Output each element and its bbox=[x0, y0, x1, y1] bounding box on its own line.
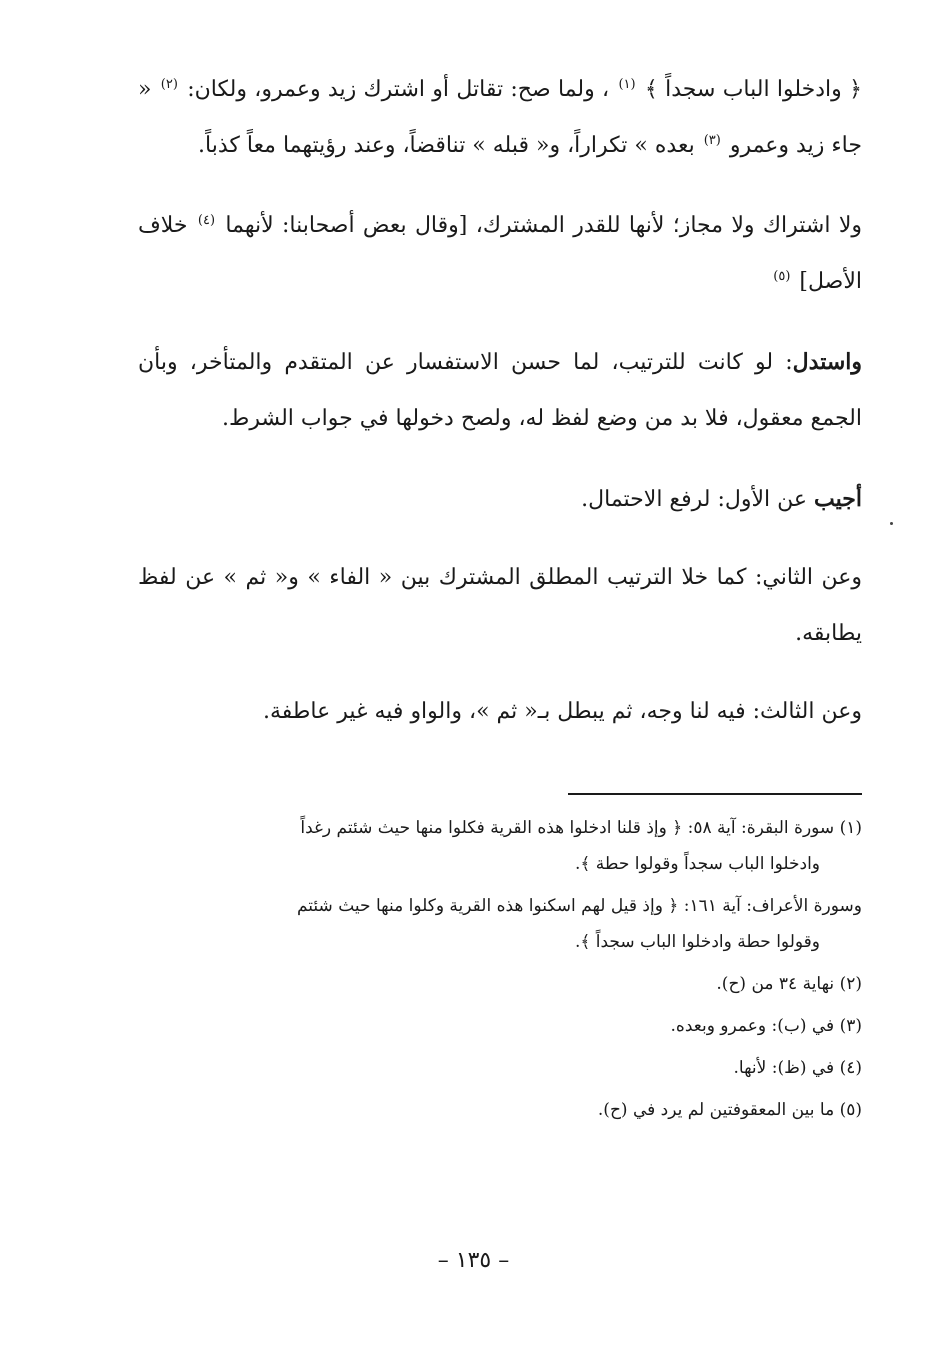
paragraph-3: واستدل: لو كانت للترتيب، لما حسن الاستفسار عن المتقدم والمتأخر، وبأن الجمع معقول، فلا بد من وضع لفظ له، ولصح دخولها في جواب الشرط. bbox=[138, 349, 862, 431]
footnote-3: (٣) في (ب): وعمرو وبعده. bbox=[670, 1016, 862, 1036]
footnote-ref-3[interactable]: (٣) bbox=[703, 132, 721, 148]
page-number: – ١٣٥ – bbox=[437, 1248, 510, 1273]
footnote-4: (٤) في (ظ): لأنها. bbox=[733, 1058, 862, 1078]
footnote-5: (٥) ما بين المعقوفتين لم يرد في (ح). bbox=[597, 1100, 862, 1120]
footnotes-section bbox=[138, 810, 862, 1134]
keyword-ujib: أجيب bbox=[814, 486, 862, 512]
keyword-istudilla: واستدل bbox=[792, 349, 862, 375]
footnote-1: (١) سورة البقرة: آية ٥٨: ﴿ وإذ قلنا ادخلوا هذه القرية فكلوا منها حيث شئتم رغداً وادخلوا الباب سجداً وقولوا حطة ﴾. bbox=[300, 818, 862, 874]
quran-quote: ﴿ وادخلوا الباب سجداً ﴾ bbox=[644, 77, 862, 102]
margin-dot bbox=[890, 522, 893, 525]
footnote-ref-2[interactable]: (٢) bbox=[160, 76, 178, 92]
main-text bbox=[138, 62, 862, 764]
paragraph-4: أجيب عن الأول: لرفع الاحتمال. bbox=[581, 486, 862, 512]
paragraph-1: ﴿ وادخلوا الباب سجداً ﴾ $^{(١)}$ ، ولما صح: تقاتل أو اشترك زيد وعمرو، ولكان: $^{(٢)}$ « جاء زيد وعمرو $^{(٣)}$ بعده » تكراراً، و« قبله » تناقضاً، وعند رؤيتهما معاً كذباً. bbox=[138, 76, 862, 158]
footnote-ref-1[interactable]: (١) bbox=[618, 76, 636, 92]
paragraph-5: وعن الثاني: كما خلا الترتيب المطلق المشترك بين « الفاء » و« ثم » عن لفظ يطابقه. bbox=[138, 565, 862, 646]
footnote-1-continued: وسورة الأعراف: آية ١٦١: ﴿ وإذ قيل لهم اسكنوا هذه القرية وكلوا منها حيث شئتم وقولوا حطة وادخلوا الباب سجداً ﴾. bbox=[296, 896, 862, 952]
footnote-divider bbox=[568, 793, 862, 795]
footnote-ref-4[interactable]: (٤) bbox=[197, 212, 216, 228]
paragraph-6: وعن الثالث: فيه لنا وجه، ثم يبطل بـ« ثم »، والواو فيه غير عاطفة. bbox=[262, 699, 862, 724]
footnote-ref-5[interactable]: (٥) bbox=[773, 268, 791, 284]
footnote-2: (٢) نهاية ٣٤ من (ح). bbox=[716, 974, 862, 994]
paragraph-2: ولا اشتراك ولا مجاز؛ لأنها للقدر المشترك، [وقال بعض أصحابنا: لأنهما $^{(٤)}$ خلاف الأصل] $^{(٥)}$ bbox=[138, 212, 862, 294]
